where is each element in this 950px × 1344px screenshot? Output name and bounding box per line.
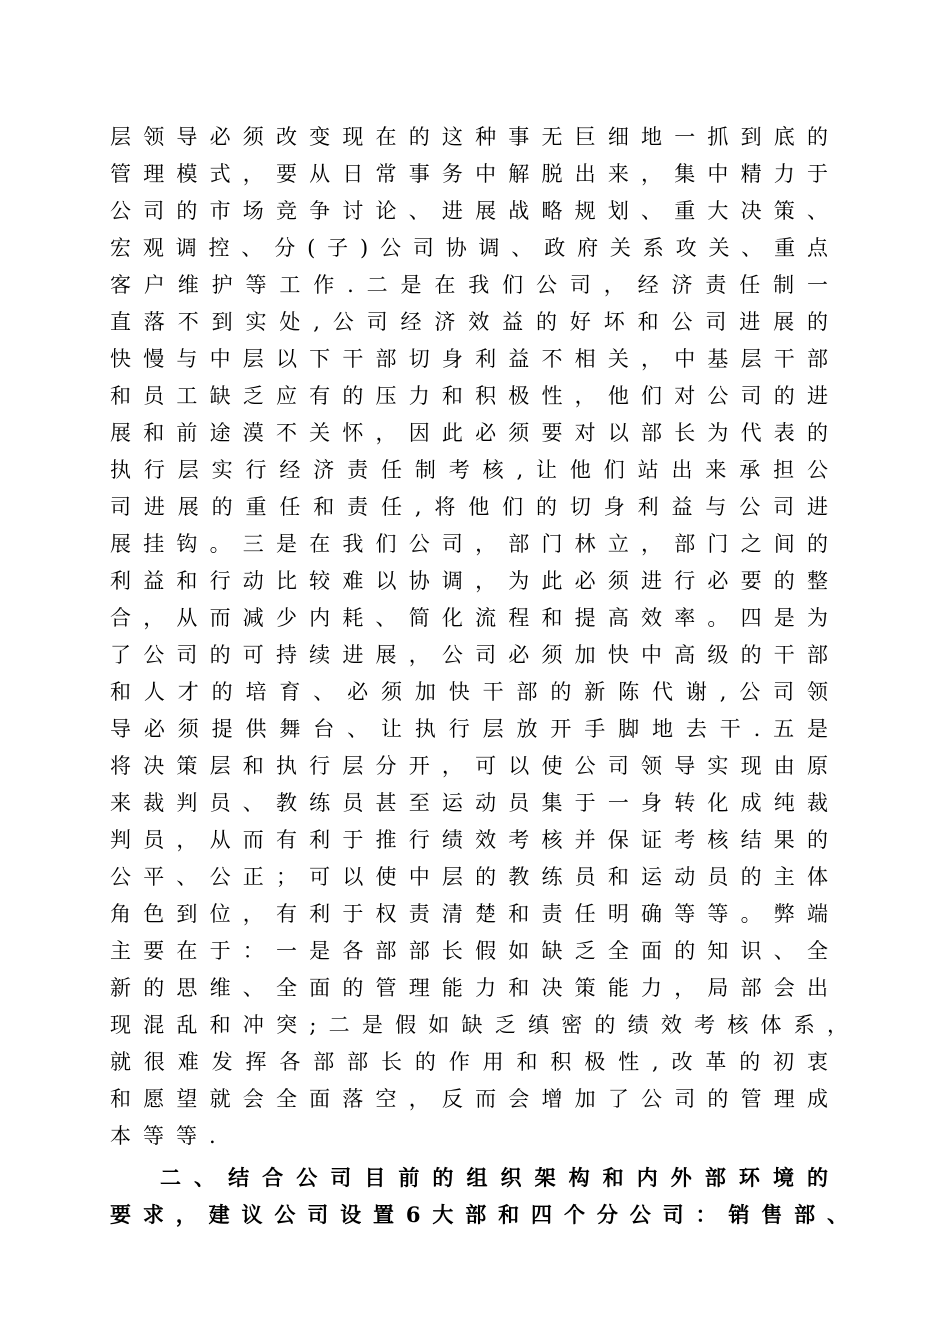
paragraph-line: 公平、公正；可以使中层的教练员和运动员的主体	[110, 865, 830, 889]
paragraph-line: 现混乱和冲突;二是假如缺乏缜密的绩效考核体系，	[110, 1013, 850, 1037]
paragraph-line: 角色到位，有利于权责清楚和责任明确等等。弊端	[110, 902, 830, 926]
paragraph-line: 宏观调控、分(子)公司协调、政府关系攻关、重点	[110, 236, 830, 260]
section-heading-line: 要求，建议公司设置6大部和四个分公司：销售部、	[110, 1202, 850, 1227]
paragraph-line: 和愿望就会全面落空，反而会增加了公司的管理成	[110, 1087, 830, 1111]
paragraph-line: 来裁判员、教练员甚至运动员集于一身转化成纯裁	[110, 791, 830, 815]
paragraph-line: 利益和行动比较难以协调，为此必须进行必要的整	[110, 569, 830, 593]
section-heading-line: 二、结合公司目前的组织架构和内外部环境的	[160, 1165, 830, 1190]
paragraph-line: 合，从而减少内耗、简化流程和提高效率。四是为	[110, 606, 830, 630]
paragraph-line: 展挂钩。三是在我们公司，部门林立，部门之间的	[110, 532, 830, 556]
paragraph-line: 主要在于：一是各部部长假如缺乏全面的知识、全	[110, 939, 830, 963]
paragraph-line: 了公司的可持续进展，公司必须加快中高级的干部	[110, 643, 830, 667]
paragraph-line: 就很难发挥各部部长的作用和积极性,改革的初衷	[110, 1050, 830, 1074]
paragraph-line: 执行层实行经济责任制考核,让他们站出来承担公	[110, 458, 830, 482]
paragraph-line: 司进展的重任和责任,将他们的切身利益与公司进	[110, 495, 830, 519]
paragraph-line: 判员，从而有利于推行绩效考核并保证考核结果的	[110, 828, 830, 852]
paragraph-line: 导必须提供舞台、让执行层放开手脚地去干.五是	[110, 717, 830, 741]
paragraph-line: 将决策层和执行层分开，可以使公司领导实现由原	[110, 754, 830, 778]
paragraph-line: 本等等.	[110, 1124, 228, 1148]
paragraph-line: 新的思维、全面的管理能力和决策能力，局部会出	[110, 976, 830, 1000]
paragraph-line: 公司的市场竞争讨论、进展战略规划、重大决策、	[110, 199, 830, 223]
paragraph-line: 展和前途漠不关怀，因此必须要对以部长为代表的	[110, 421, 830, 445]
paragraph-line: 客户维护等工作.二是在我们公司，经济责任制一	[110, 273, 830, 297]
paragraph-line: 层领导必须改变现在的这种事无巨细地一抓到底的	[110, 125, 830, 149]
paragraph-line: 管理模式，要从日常事务中解脱出来，集中精力于	[110, 162, 830, 186]
paragraph-line: 快慢与中层以下干部切身利益不相关，中基层干部	[110, 347, 830, 371]
paragraph-line: 和人才的培育、必须加快干部的新陈代谢,公司领	[110, 680, 830, 704]
paragraph-line: 直落不到实处,公司经济效益的好坏和公司进展的	[110, 310, 830, 334]
paragraph-line: 和员工缺乏应有的压力和积极性，他们对公司的进	[110, 384, 830, 408]
